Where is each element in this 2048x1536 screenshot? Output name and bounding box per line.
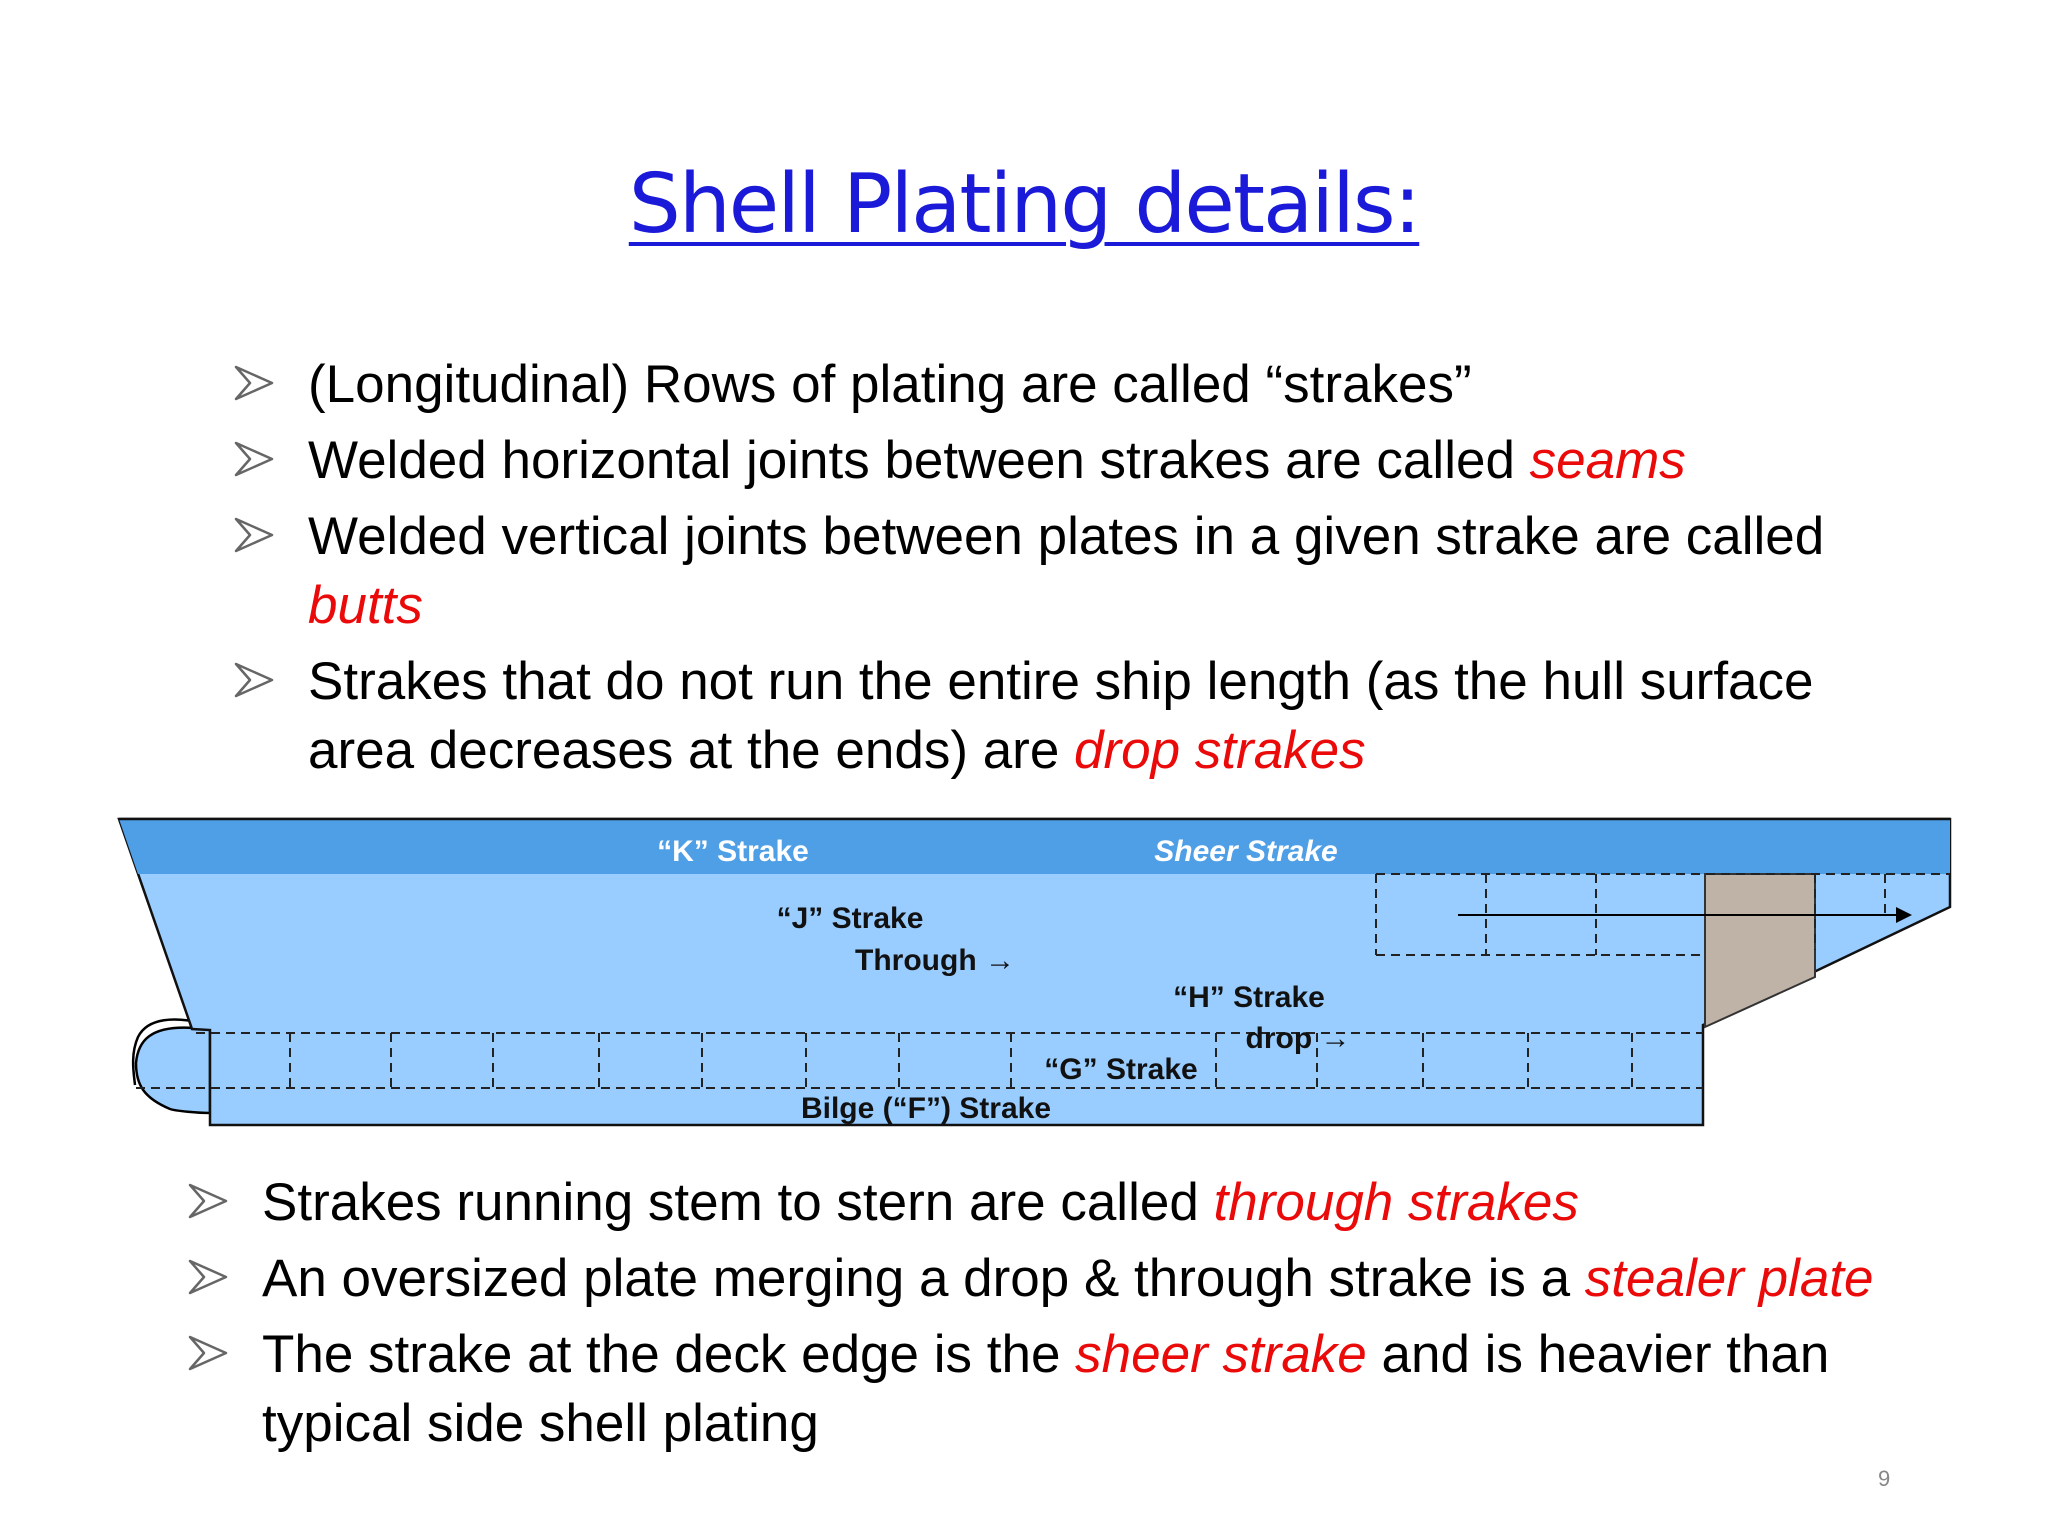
bullet-emphasis: drop strakes (1074, 721, 1366, 780)
bullet-text: (Longitudinal) Rows of plating are called “strakes” (308, 355, 1472, 414)
bullet-text: Welded vertical joints between plates in a given strake are called (308, 507, 1825, 566)
shell-plating-diagram (0, 805, 2048, 1135)
bullet-text: An oversized plate merging a drop & through strake is a (262, 1249, 1585, 1308)
bullet-emphasis: through strakes (1213, 1173, 1579, 1232)
bullet-item (308, 502, 1868, 640)
arrowhead-bullet-icon (234, 440, 274, 478)
arrowhead-bullet-icon (188, 1334, 228, 1372)
top-bullet-list (308, 350, 1868, 792)
bullet-emphasis: sheer strake (1075, 1325, 1367, 1384)
g-strake-label: “G” Strake (1044, 1053, 1198, 1086)
arrowhead-bullet-icon (234, 661, 274, 699)
slide-title: Shell Plating details: (628, 157, 1420, 252)
bullet-item (262, 1168, 1902, 1237)
bilge-strake-label: Bilge (“F”) Strake (800, 1092, 1052, 1125)
bottom-bullet-list (262, 1168, 1902, 1465)
sheer-strake-label: Sheer Strake (1154, 835, 1338, 868)
j-strake-label: “J” Strake (776, 902, 924, 935)
bullet-text-after: and is heavier than typical side shell plating (262, 1325, 1830, 1453)
arrowhead-bullet-icon (188, 1182, 228, 1220)
bullet-item (308, 647, 1868, 785)
arrowhead-bullet-icon (188, 1258, 228, 1296)
h-strake-label: “H” Strake (1173, 981, 1325, 1014)
bulbous-bow (136, 1028, 210, 1113)
bullet-item (308, 350, 1868, 419)
bullet-item (262, 1320, 1902, 1458)
k-strake-label: “K” Strake (657, 835, 809, 868)
bullet-item (262, 1244, 1902, 1313)
bullet-emphasis: stealer plate (1584, 1249, 1874, 1308)
arrowhead-bullet-icon (234, 516, 274, 554)
bullet-emphasis: seams (1529, 431, 1686, 490)
bullet-text: Strakes that do not run the entire ship length (as the hull surface area decreases at the ends) are (308, 652, 1814, 780)
bullet-text: The strake at the deck edge is the (262, 1325, 1076, 1384)
sheer-strake-band (119, 819, 1950, 874)
bullet-text: Strakes running stem to stern are called (262, 1173, 1214, 1232)
bullet-item (308, 426, 1868, 495)
bullet-text: Welded horizontal joints between strakes are called (308, 431, 1530, 490)
page-number: 9 (1878, 1466, 1891, 1491)
stealer-plate (1705, 874, 1815, 1027)
j-through-label: Through → (855, 944, 1015, 977)
bullet-emphasis: butts (308, 576, 423, 635)
arrowhead-bullet-icon (234, 364, 274, 402)
h-drop-label: drop → (1245, 1022, 1351, 1055)
